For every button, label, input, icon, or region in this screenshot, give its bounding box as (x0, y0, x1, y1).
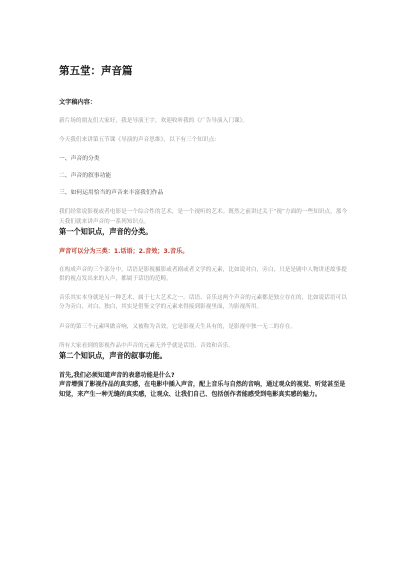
answer-paragraph: 声音增强了影视作品的真实感，在电影中插入声音，配上音乐与自然的音响，通过观众的视觉、听觉甚至是知觉，来产生一种无缝的真实感，让观众、让我们自己、包括创作者能感受到电影真实感的魅力。 (59, 381, 346, 399)
question-line: 首先,我们必须知道声音的表意功能是什么? (59, 372, 175, 380)
body-paragraph: 在构成声音的三个部分中，话语是影视摄影或者剧或者文学的元素，比如说对白，旁白，只是是剧中人物讲述故事提供的视点发出来的人声，都属于话语的范畴。 (59, 266, 347, 283)
page-title: 第五堂：声音篇 (59, 65, 133, 77)
section-heading-1: 第一个知识点，声音的分类。 (59, 226, 153, 236)
body-paragraph: 音乐其实本身就是另一种艺术，属于七大艺术之一。话语、音乐这两个声音的元素都是独立存在的，比如说话语可以分为旁白、对白、独白，其实是借鉴文学的元素来得接到影视里面，为影视所用。 (59, 295, 347, 311)
document-page (59, 64, 349, 400)
outline-item: 二、声音的叙事功能 (59, 173, 112, 180)
body-paragraph: 声音的第三个元素叫做音响，又被称为音效，它是影视天生具有的，是影视中独一无二的存在。 (59, 323, 297, 330)
overview-paragraph: 我们经常说影视或者电影是一个综合性的艺术，是一个视听的艺术。既然之前讲过关于“视”方面的一些知识点，那今天我们就来讲声音的一系列知识点。 (59, 209, 348, 225)
intro-paragraph-1: 新片场的朋友们大家好，我是导演王宇，欢迎收听我的《广告导演入门课》。 (59, 118, 249, 124)
outline-item: 一、声音的分类 (59, 156, 100, 163)
body-paragraph: 所有大家看到的影视作品中声音的元素无外乎就是话语、音效和音乐。 (59, 342, 234, 349)
section-subheading-1: 声音可以分为三类：1.话语；2.音效；3.音乐。 (59, 247, 189, 255)
outline-list (59, 155, 349, 198)
intro-paragraph-2: 今天我们来讲第五节课《导演的声音思维》，以下有三个知识点： (59, 137, 220, 144)
content-label: 文字稿内容： (59, 99, 97, 106)
section-heading-2: 第二个知识点，声音的叙事功能。 (59, 351, 167, 361)
outline-item: 三、如何运用恰当的声音来丰富我们作品 (59, 190, 164, 197)
